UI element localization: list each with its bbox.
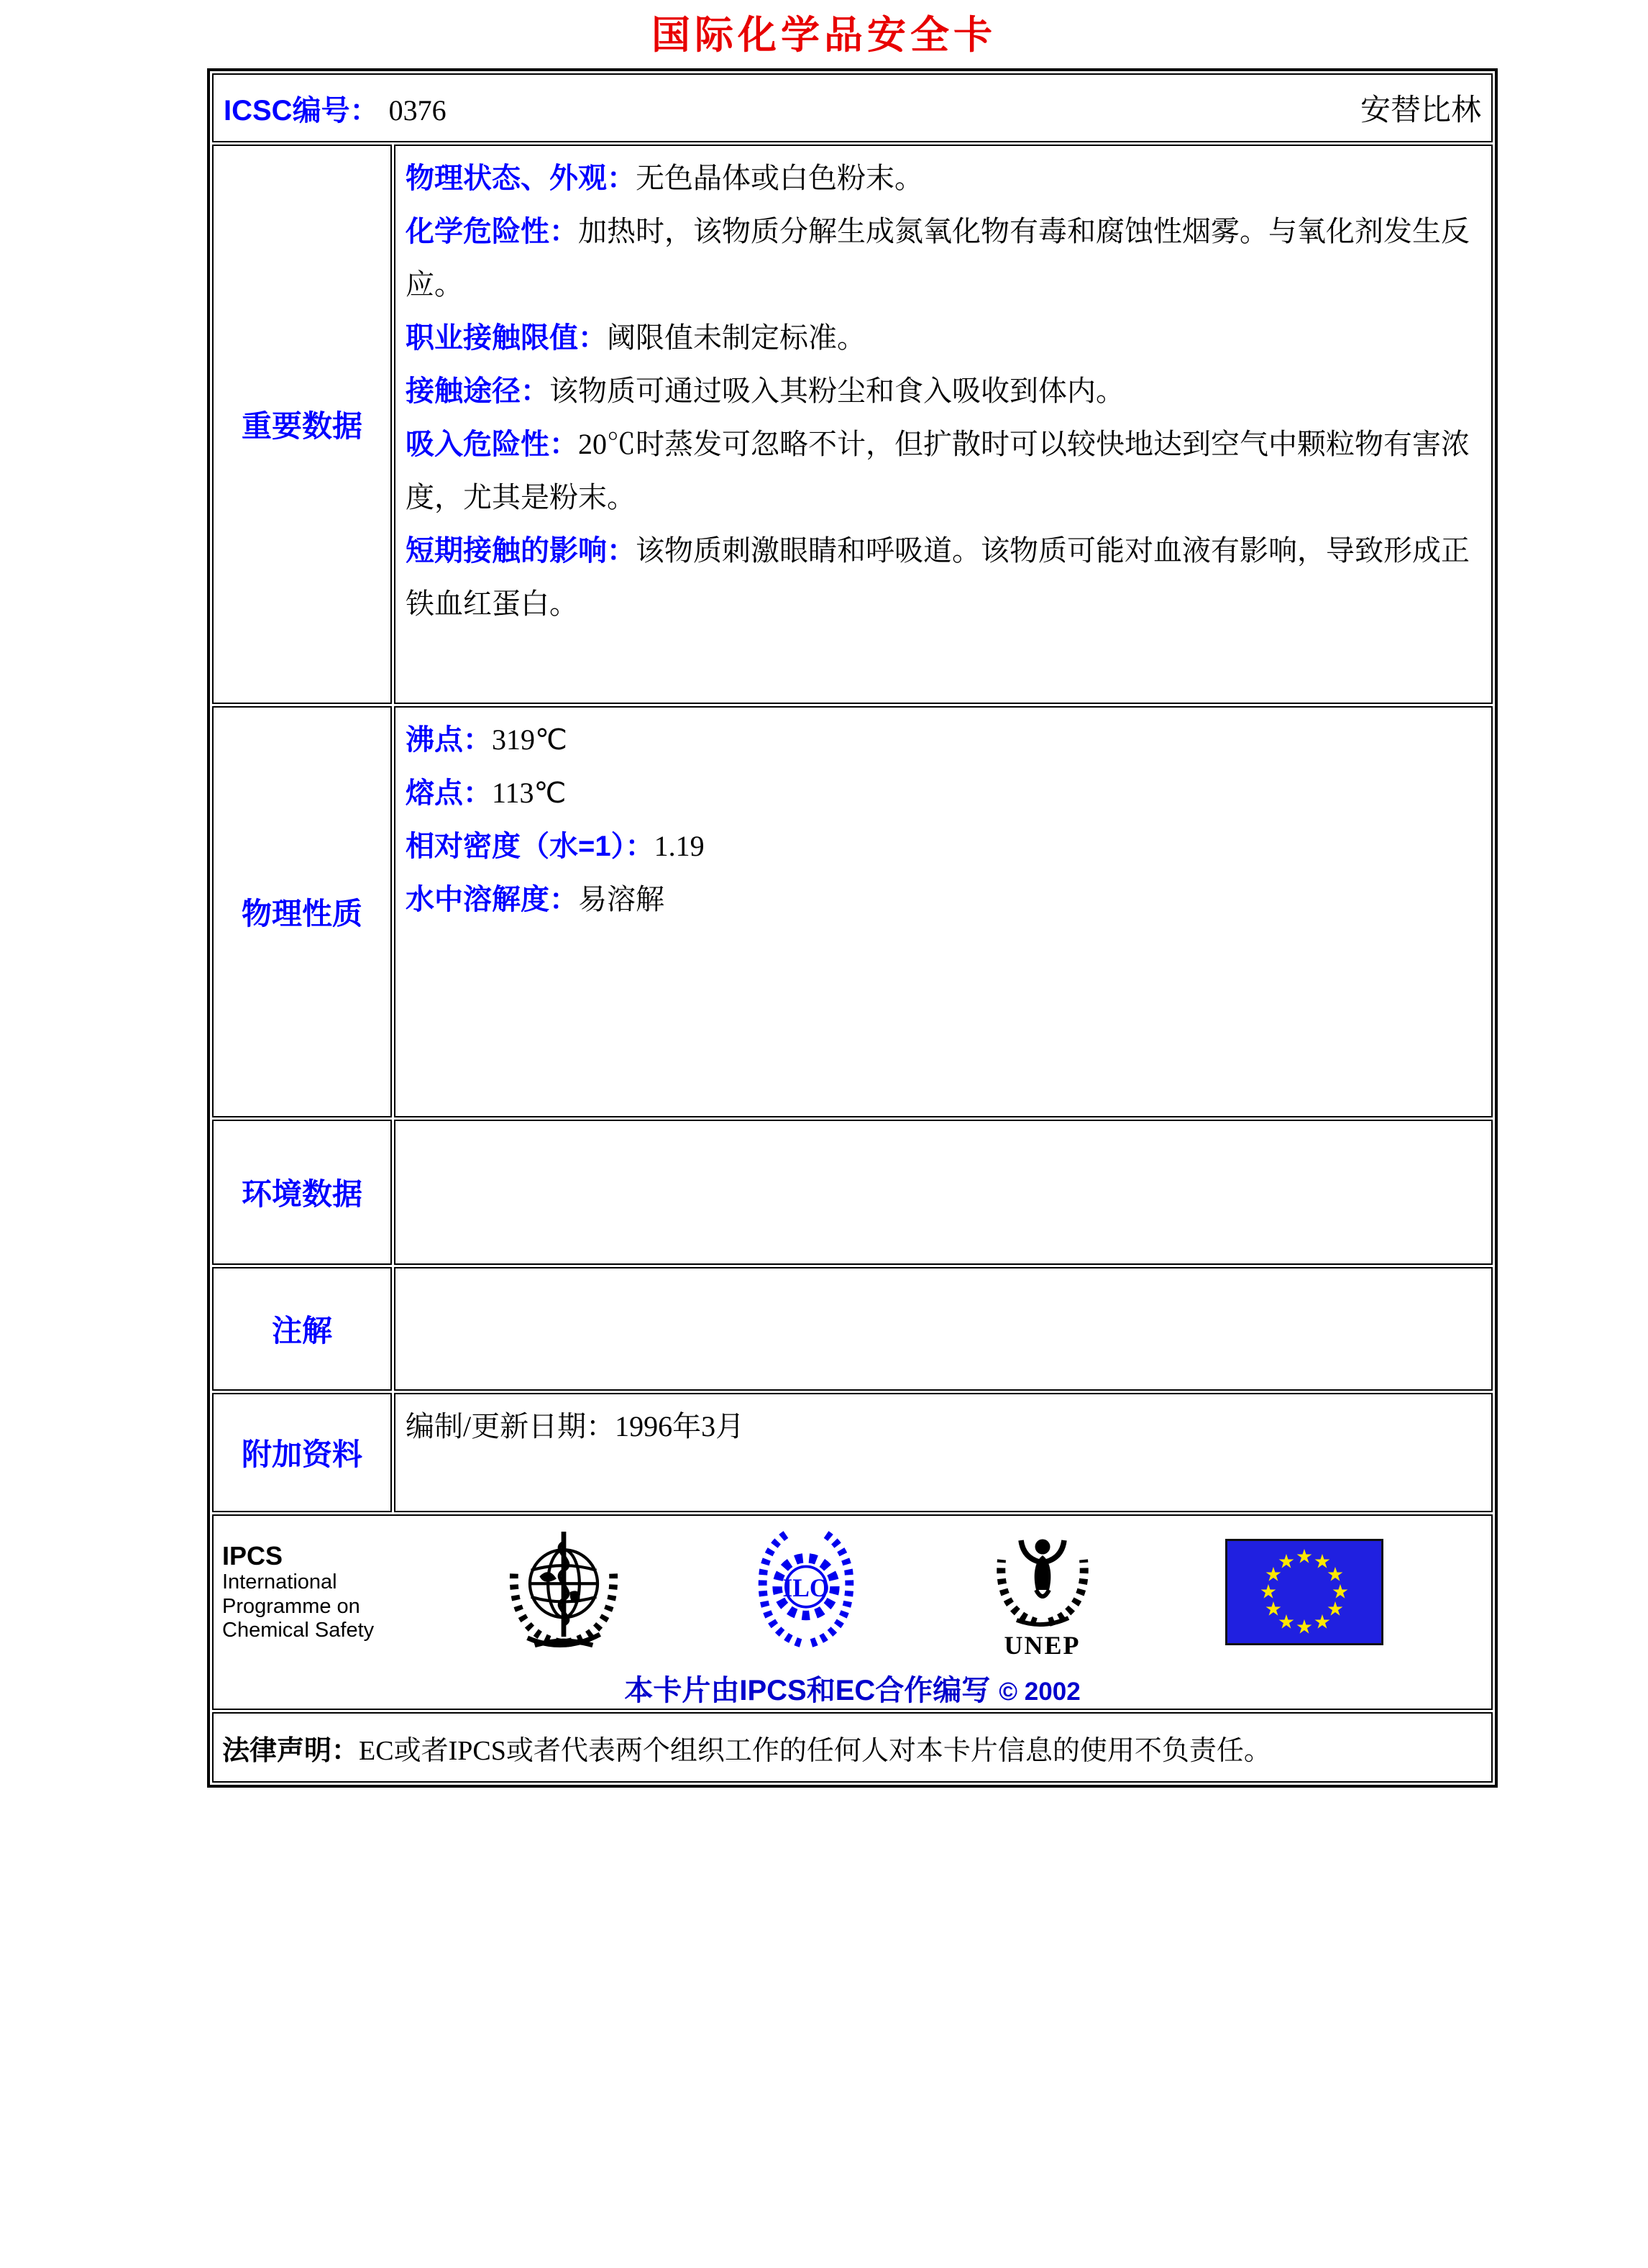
physical-properties-row — [212, 706, 1493, 1117]
field-value: 该物质刺激眼睛和呼吸道。该物质可能对血液有影响，导致形成正铁血红蛋白。 — [406, 534, 1470, 620]
field-value: 加热时，该物质分解生成氮氧化物有毒和腐蚀性烟雾。与氧化剂发生反应。 — [406, 215, 1470, 301]
field-short-term-effects — [406, 524, 1481, 631]
unep-logo-text: UNEP — [1004, 1631, 1081, 1660]
field-label: 熔点： — [406, 777, 492, 809]
footer-row — [212, 1514, 1493, 1710]
page-title: 国际化学品安全卡 — [651, 14, 997, 57]
important-data-row — [212, 145, 1493, 704]
field-inhalation-risk — [406, 418, 1481, 524]
icsc-number-group — [224, 88, 447, 129]
ilo-logo-text: ILO — [782, 1573, 830, 1602]
field-water-solubility — [406, 873, 1481, 926]
field-label: 水中溶解度： — [406, 884, 578, 915]
chemical-name: 安替比林 — [1360, 94, 1481, 127]
important-data-content — [394, 145, 1493, 704]
additional-info-row — [212, 1393, 1493, 1512]
legal-row — [212, 1712, 1493, 1783]
additional-info-content — [394, 1393, 1493, 1512]
physical-properties-content — [394, 706, 1493, 1117]
legal-cell — [212, 1712, 1493, 1783]
unep-logo-icon — [989, 1523, 1097, 1631]
notes-content — [394, 1267, 1493, 1391]
field-occupational-limit — [406, 311, 1481, 365]
field-label: 职业接触限值： — [406, 322, 607, 354]
field-value: 1.19 — [654, 830, 705, 862]
legal-text: EC或者IPCS或者代表两个组织工作的任何人对本卡片信息的使用不负责任。 — [359, 1735, 1271, 1766]
field-label: 相对密度（水=1）： — [406, 831, 654, 862]
header-cell — [212, 73, 1493, 142]
copyright-text: © 2002 — [999, 1678, 1081, 1706]
environmental-data-row — [212, 1120, 1493, 1265]
field-value: 113℃ — [492, 777, 567, 809]
environmental-data-content — [394, 1120, 1493, 1265]
ipcs-title: IPCS — [222, 1540, 283, 1570]
ipcs-line: International — [222, 1570, 337, 1594]
field-label: 化学危险性： — [406, 216, 578, 247]
footer-cell — [212, 1514, 1493, 1710]
field-label: 编制/更新日期： — [406, 1410, 615, 1442]
field-value: 阈限值未制定标准。 — [607, 321, 866, 354]
field-value: 无色晶体或白色粉末。 — [636, 162, 923, 194]
ipcs-text-block — [222, 1541, 374, 1642]
field-physical-state — [406, 152, 1481, 205]
physical-properties-label: 物理性质 — [212, 706, 392, 1117]
field-melting-point — [406, 767, 1481, 820]
field-value: 该物质可通过吸入其粉尘和食入吸收到体内。 — [549, 375, 1125, 407]
field-update-date — [406, 1400, 1481, 1453]
header-row — [212, 73, 1493, 142]
environmental-data-label: 环境数据 — [212, 1120, 392, 1265]
credit-text: 本卡片由IPCS和EC合作编写 — [624, 1675, 991, 1706]
field-chemical-hazard — [406, 205, 1481, 311]
field-relative-density — [406, 820, 1481, 873]
icsc-number-label: ICSC编号： — [224, 94, 379, 127]
icsc-card-table — [207, 68, 1498, 1788]
credit-line — [214, 1668, 1491, 1709]
notes-label: 注解 — [212, 1267, 392, 1391]
field-value: 20℃时蒸发可忽略不计，但扩散时可以较快地达到空气中颗粒物有害浓度，尤其是粉末。 — [406, 428, 1470, 513]
field-label: 吸入危险性： — [406, 429, 578, 460]
field-label: 短期接触的影响： — [406, 535, 636, 567]
who-logo-icon — [503, 1524, 624, 1660]
ipcs-line: Programme on — [222, 1594, 360, 1618]
ilo-logo-icon — [753, 1527, 859, 1657]
field-label: 沸点： — [406, 724, 492, 756]
notes-row — [212, 1267, 1493, 1391]
field-exposure-routes — [406, 365, 1481, 418]
icsc-number-value: 0376 — [388, 93, 447, 127]
unep-logo-block — [989, 1523, 1097, 1660]
field-label: 物理状态、外观： — [406, 163, 636, 194]
eu-flag-icon: ★ ★ ★ ★ ★ ★ ★ ★ ★ ★ ★ ★ — [1225, 1539, 1383, 1645]
field-value: 1996年3月 — [615, 1410, 745, 1442]
additional-info-label: 附加资料 — [212, 1393, 392, 1512]
field-label: 接触途径： — [406, 375, 549, 407]
field-boiling-point — [406, 713, 1481, 767]
ipcs-line: Chemical Safety — [222, 1618, 375, 1642]
important-data-label: 重要数据 — [212, 145, 392, 704]
field-value: 319℃ — [492, 723, 567, 756]
field-value: 易溶解 — [578, 883, 664, 915]
legal-label: 法律声明： — [222, 1735, 360, 1766]
